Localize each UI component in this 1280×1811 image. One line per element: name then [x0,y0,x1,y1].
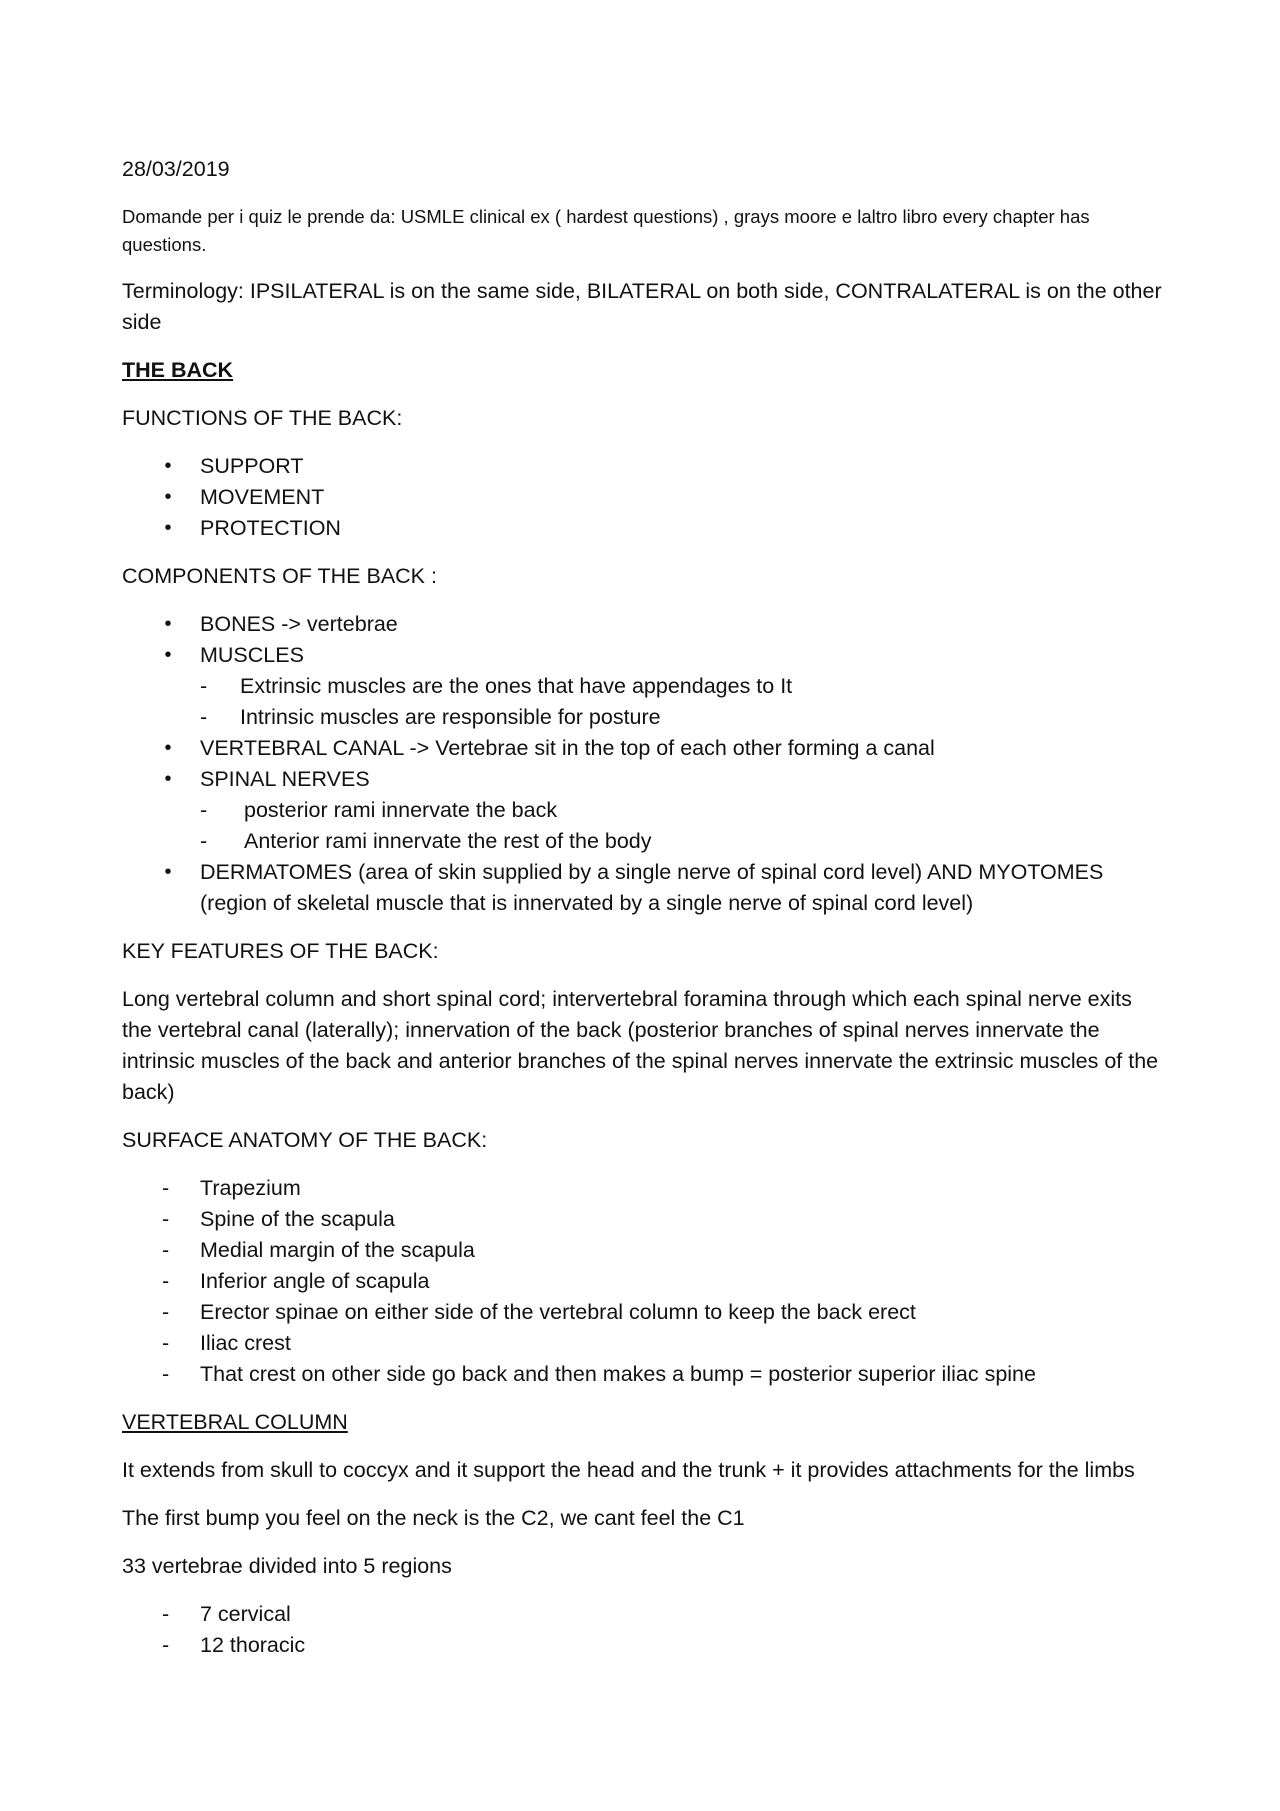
spinal-nerves-sublist [200,795,1167,857]
dash-icon: - [162,1176,170,1200]
muscles-sublist [200,671,1167,733]
document-body [122,154,1167,1678]
list-item: - posterior rami innervate the back [200,795,1167,826]
document-date: 28/03/2019 [122,157,230,181]
vertebral-column-heading: VERTEBRAL COLUMN [122,1410,348,1434]
list-item: - Trapezium [122,1173,1167,1204]
dash-icon: - [162,1633,170,1657]
bullet-icon: • [164,613,172,635]
bullet-icon: • [164,486,172,508]
vertebral-regions-list [122,1599,1167,1661]
key-features-paragraph: Long vertebral column and short spinal cord; intervertebral foramina through which each spinal nerve exits the vertebral canal (laterally); innervation of the back (posterior branches of spinal nerves innervate the intrinsic muscles of the back and anterior branches of the spinal nerves innervate the extrinsic muscles of the back) [122,987,1159,1104]
vertebral-column-extends: It extends from skull to coccyx and it support the head and the trunk + it provides attachments for the limbs [122,1458,1135,1482]
section-title-the-back: THE BACK [122,358,234,382]
components-heading: COMPONENTS OF THE BACK : [122,564,437,588]
list-item: - Spine of the scapula [122,1204,1167,1235]
list-item: • SUPPORT [122,451,1167,482]
bullet-icon: • [164,644,172,666]
list-item: • VERTEBRAL CANAL -> Vertebrae sit in the top of each other forming a canal [122,733,1167,764]
list-item: • BONES -> vertebrae [122,609,1167,640]
list-item: • DERMATOMES (area of skin supplied by a single nerve of spinal cord level) AND MYOTOMES (region of skeletal muscle that is innervated by a single nerve of spinal cord level) [122,857,1167,919]
list-item: - 7 cervical [122,1599,1167,1630]
terminology-paragraph: Terminology: IPSILATERAL is on the same side, BILATERAL on both side, CONTRALATERAL is on the other side [122,279,1162,334]
list-item: - Erector spinae on either side of the vertebral column to keep the back erect [122,1297,1167,1328]
key-features-heading: KEY FEATURES OF THE BACK: [122,939,439,963]
surface-anatomy-list [122,1173,1167,1390]
bullet-icon: • [164,517,172,539]
functions-heading: FUNCTIONS OF THE BACK: [122,406,403,430]
dash-icon: - [200,798,208,822]
dash-icon: - [162,1269,170,1293]
list-item: - Inferior angle of scapula [122,1266,1167,1297]
functions-list [122,451,1167,544]
bullet-icon: • [164,455,172,477]
dash-icon: - [162,1362,170,1386]
intro-note: Domande per i quiz le prende da: USMLE clinical ex ( hardest questions) , grays moore e laltro libro every chapter has questions. [122,206,1090,255]
list-item: - Extrinsic muscles are the ones that have appendages to It [200,671,1167,702]
list-item: - Iliac crest [122,1328,1167,1359]
dash-icon: - [162,1207,170,1231]
list-item: • PROTECTION [122,513,1167,544]
bullet-icon: • [164,768,172,790]
list-item: • SPINAL NERVES - posterior rami innervate the back - Anterior rami innervate the rest of the body [122,764,1167,857]
list-item: - Intrinsic muscles are responsible for posture [200,702,1167,733]
bullet-icon: • [164,737,172,759]
vertebral-regions-intro: 33 vertebrae divided into 5 regions [122,1554,452,1578]
list-item: - That crest on other side go back and then makes a bump = posterior superior iliac spine [122,1359,1167,1390]
bullet-icon: • [164,861,172,883]
dash-icon: - [162,1238,170,1262]
dash-icon: - [162,1331,170,1355]
dash-icon: - [200,674,208,698]
list-item: - 12 thoracic [122,1630,1167,1661]
dash-icon: - [200,705,208,729]
components-list [122,609,1167,919]
vertebral-column-first-bump: The first bump you feel on the neck is the C2, we cant feel the C1 [122,1506,745,1530]
list-item: - Anterior rami innervate the rest of the body [200,826,1167,857]
list-item: • MOVEMENT [122,482,1167,513]
list-item: • MUSCLES - Extrinsic muscles are the ones that have appendages to It - Intrinsic muscles are responsible for posture [122,640,1167,733]
dash-icon: - [162,1602,170,1626]
surface-anatomy-heading: SURFACE ANATOMY OF THE BACK: [122,1128,488,1152]
dash-icon: - [162,1300,170,1324]
dash-icon: - [200,829,208,853]
list-item: - Medial margin of the scapula [122,1235,1167,1266]
